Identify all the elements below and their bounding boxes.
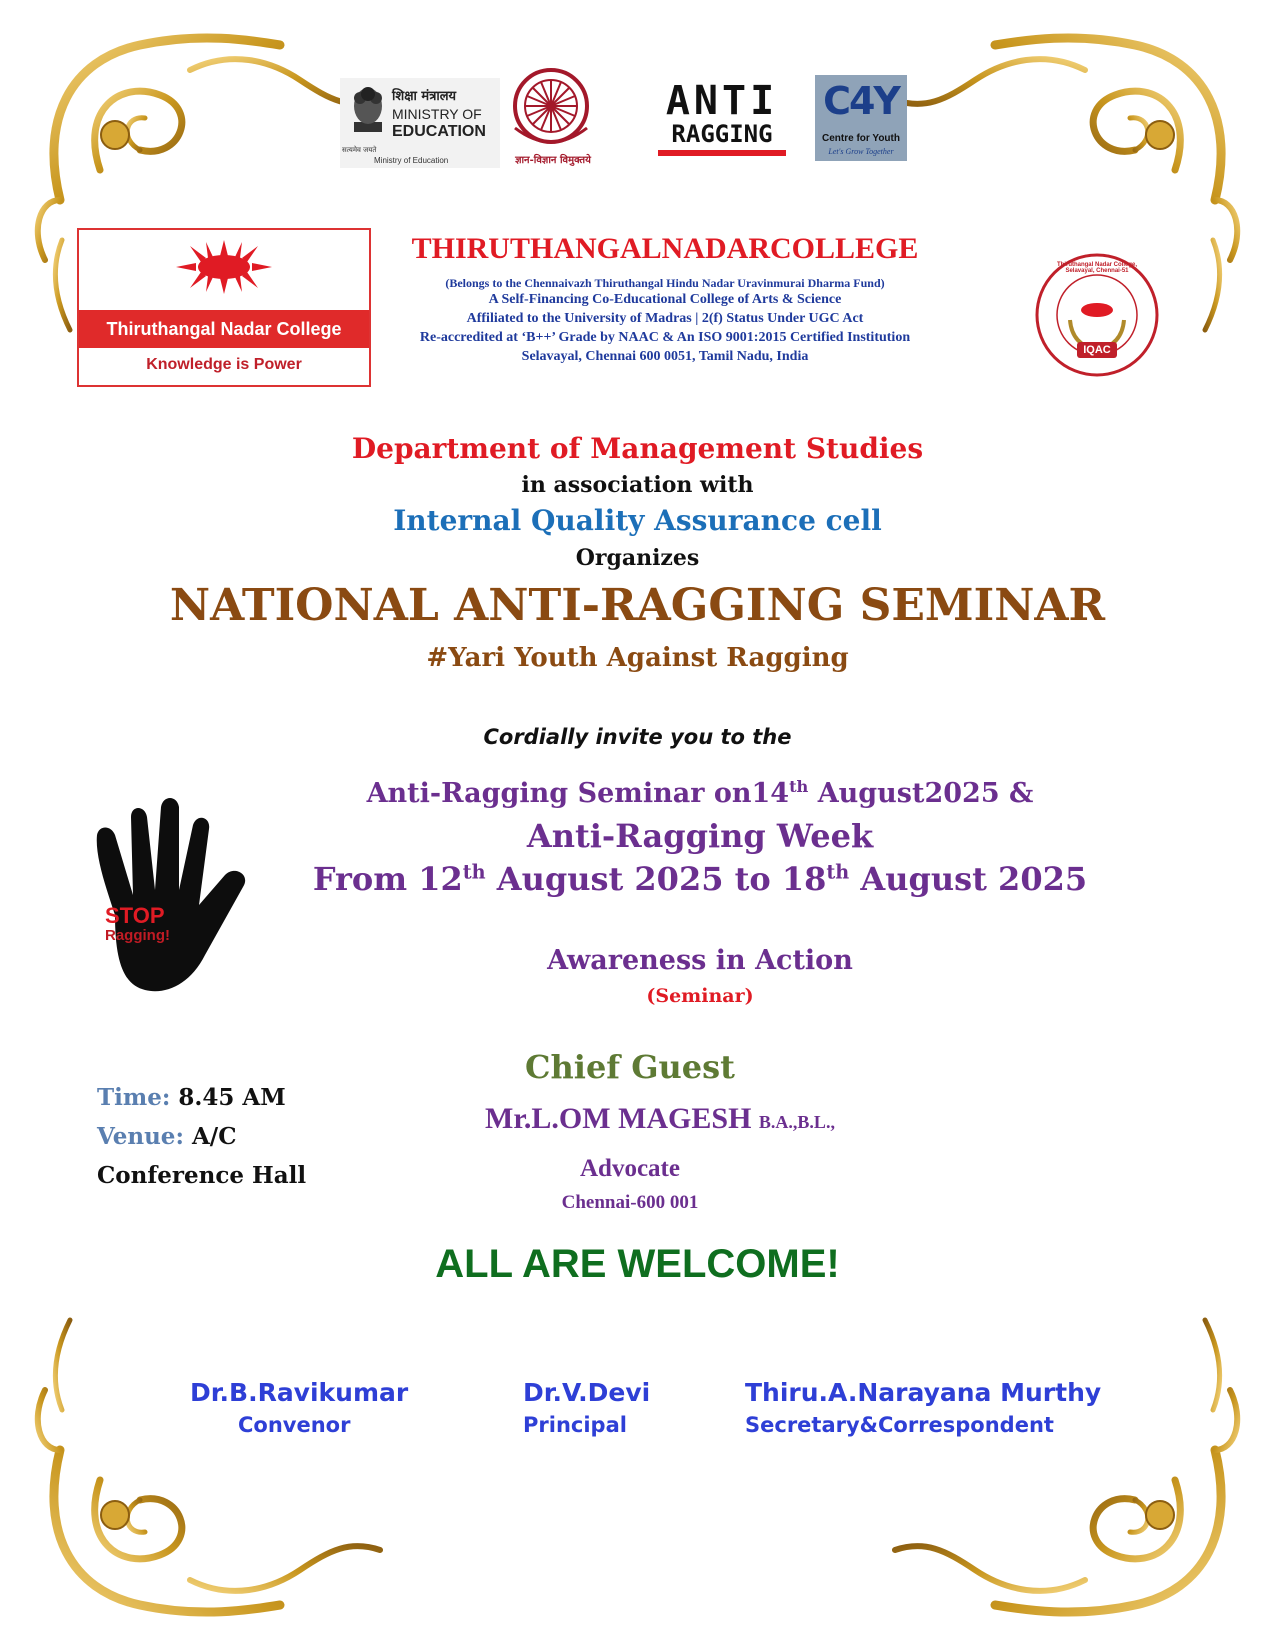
college-info-line-3: Affiliated to the University of Madras | 2(f) Status Under UGC Act <box>466 311 864 326</box>
college-logo-box <box>77 228 371 387</box>
theme-title: Awareness in Action <box>547 945 853 976</box>
centre-for-youth-logo <box>815 75 907 161</box>
range-post: August 2025 <box>849 860 1088 898</box>
signatory-1 <box>190 1378 408 1437</box>
anti-logo-line2: RAGGING <box>671 120 773 148</box>
moe-caption: Ministry of Education <box>374 156 449 165</box>
college-box-tagline: Knowledge is Power <box>146 356 302 373</box>
venue-label: Venue: <box>97 1123 184 1150</box>
time-label: Time: <box>97 1084 171 1111</box>
welcome-text: ALL ARE WELCOME! <box>435 1242 840 1286</box>
signatory-2-name: Dr.V.Devi <box>523 1378 651 1407</box>
venue-value: A/C <box>191 1123 237 1150</box>
department-name: Department of Management Studies <box>351 432 924 465</box>
venue-row <box>97 1117 306 1156</box>
sunburst-icon <box>176 240 272 294</box>
theme-sub: (Seminar) <box>646 985 754 1007</box>
seminar-line-post: August2025 & <box>808 778 1034 809</box>
invite-text: Cordially invite you to the <box>483 725 792 749</box>
emblem-icon <box>346 82 390 144</box>
stop-word: STOP <box>105 903 165 928</box>
moe-line2: EDUCATION <box>392 123 486 140</box>
range-mid: August 2025 to 18 <box>485 860 827 898</box>
range-pre: From 12 <box>312 860 463 898</box>
seminar-line-pre: Anti-Ragging Seminar on14 <box>366 778 790 809</box>
signatory-2 <box>523 1378 650 1437</box>
partner-name: Internal Quality Assurance cell <box>393 504 882 537</box>
seminar-line <box>300 778 1100 809</box>
college-info-line-5: Selavayal, Chennai 600 0051, Tamil Nadu, India <box>521 349 809 364</box>
event-title: NATIONAL ANTI-RAGGING SEMINAR <box>169 580 1106 631</box>
moe-hindi: शिक्षा मंत्रालय <box>392 89 457 104</box>
moe-motto: सत्यमेव जयते <box>342 146 377 154</box>
event-hashtag: #Yari Youth Against Ragging <box>426 643 849 673</box>
chief-guest-place: Chennai-600 001 <box>561 1192 699 1213</box>
signatory-3-name: Thiru.A.Narayana Murthy <box>745 1378 1102 1407</box>
event-details <box>97 1078 306 1195</box>
anti-logo-line1: ANTI <box>665 78 779 124</box>
signatory-2-role: Principal <box>523 1413 627 1437</box>
signatory-3 <box>745 1378 1101 1437</box>
hand-icon <box>75 795 250 995</box>
corner-ornament-bottom-left <box>38 1320 380 1612</box>
signatory-1-name: Dr.B.Ravikumar <box>190 1378 409 1407</box>
c4y-mark: C4Y <box>823 79 899 123</box>
ugc-emblem-icon <box>511 66 591 150</box>
anti-logo-underline <box>658 150 786 156</box>
signatory-1-role: Convenor <box>238 1413 351 1437</box>
time-row <box>97 1078 306 1117</box>
anti-ragging-logo <box>656 80 788 162</box>
ugc-logo <box>495 66 607 170</box>
range-sup-1: th <box>462 860 486 884</box>
ugc-motto: ज्ञान-विज्ञान विमुक्तये <box>515 155 591 166</box>
stop-ragging-hand <box>75 795 250 995</box>
corner-ornament-bottom-right <box>895 1320 1237 1612</box>
seminar-line-sup: th <box>789 777 809 796</box>
college-info-line-2: A Self-Financing Co-Educational College of Arts & Science <box>488 292 842 307</box>
college-box-name: Thiruthangal Nadar College <box>79 310 369 348</box>
iqac-ring-text: Thiruthangal Nadar College, Selavayal, Chennai-51 <box>1056 262 1137 274</box>
iqac-seal <box>1022 250 1172 380</box>
chief-guest-name-row <box>440 1102 880 1136</box>
range-sup-2: th <box>826 860 850 884</box>
college-name: THIRUTHANGALNADARCOLLEGE <box>411 232 919 265</box>
iqac-label: IQAC <box>1083 344 1111 356</box>
organizes-text: Organizes <box>575 545 700 571</box>
time-value: 8.45 AM <box>178 1084 286 1111</box>
chief-guest-role: Advocate <box>580 1155 680 1182</box>
chief-guest-qualification: B.A.,B.L., <box>758 1112 835 1132</box>
signatory-3-role: Secretary&Correspondent <box>745 1413 1054 1437</box>
chief-guest-name: Mr.L.OM MAGESH <box>485 1102 752 1135</box>
moe-line1: MINISTRY OF <box>392 106 482 122</box>
stop-sub: Ragging! <box>105 927 170 944</box>
week-date-range <box>280 860 1120 898</box>
college-info-line-4: Re-accredited at ‘B++’ Grade by NAAC & An ISO 9001:2015 Certified Institution <box>419 330 911 345</box>
anti-ragging-week: Anti-Ragging Week <box>526 817 874 855</box>
college-info-line-1: (Belongs to the Chennaivazh Thiruthangal Hindu Nadar Uravinmurai Dharma Fund) <box>445 276 885 290</box>
c4y-title: Centre for Youth <box>822 133 900 144</box>
chief-guest-heading: Chief Guest <box>525 1048 735 1086</box>
ministry-of-education-logo <box>340 78 500 168</box>
association-text: in association with <box>521 472 754 498</box>
c4y-tagline: Let's Grow Together <box>828 147 894 156</box>
venue-line-2: Conference Hall <box>97 1162 307 1189</box>
